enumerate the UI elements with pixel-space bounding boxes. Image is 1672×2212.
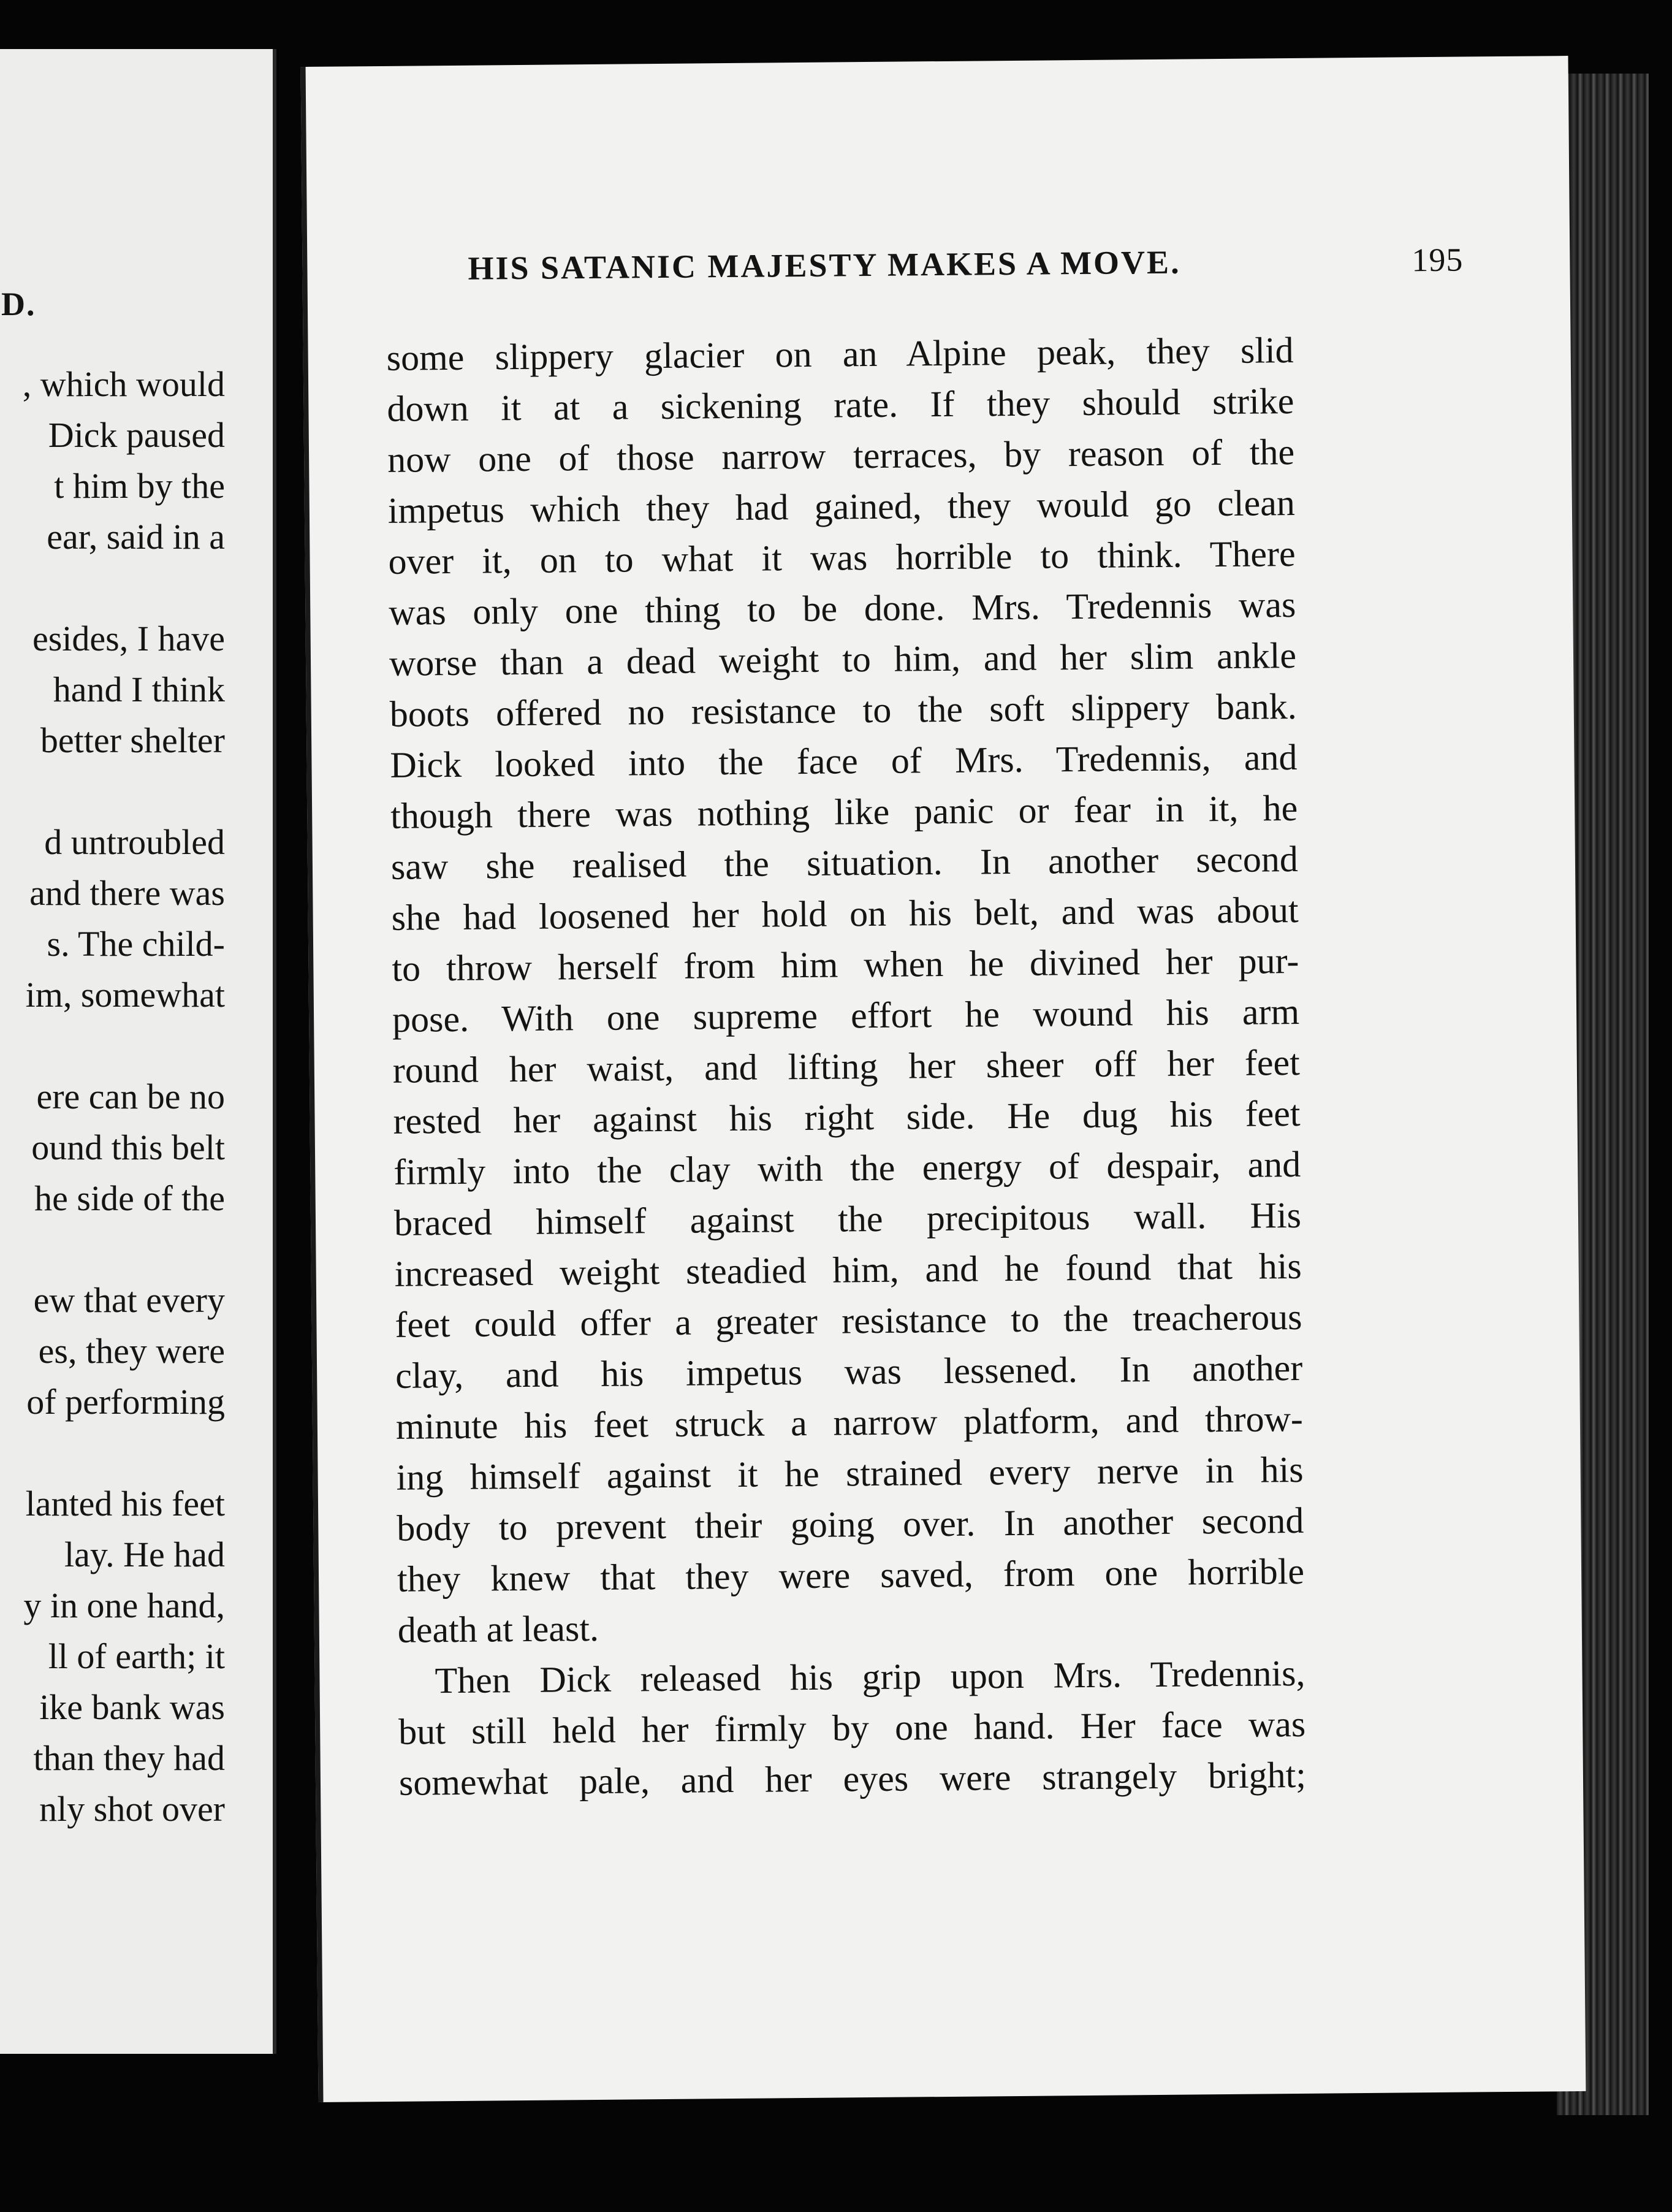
text-line: impetus which they had gained, they would go clean (387, 482, 1296, 531)
right-book-page (301, 56, 1586, 2102)
left-text-line: ound this belt (31, 1127, 225, 1167)
text-line: now one of those narrow terraces, by reason of the (387, 431, 1295, 480)
text-line: pose. With one supreme effort he wound his arm (392, 991, 1300, 1040)
paragraph (398, 1648, 1306, 1809)
text-line: saw she realised the situation. In another second (390, 838, 1299, 887)
left-text-line: than they had (33, 1738, 225, 1778)
left-page-text (0, 359, 225, 1834)
text-line: clay, and his impetus was lessened. In another (395, 1347, 1303, 1396)
page-number: 195 (1412, 241, 1464, 279)
left-text-line: ll of earth; it (48, 1636, 225, 1676)
left-text-line (0, 562, 225, 613)
left-text-line: y in one hand, (23, 1585, 225, 1625)
left-text-line: , which would (22, 364, 225, 404)
left-text-line: esides, I have (32, 619, 225, 658)
left-facing-page (0, 49, 276, 2054)
text-line: increased weight steadied him, and he found that his (394, 1245, 1302, 1294)
left-text-line: lay. He had (64, 1535, 225, 1574)
left-text-line: ear, said in a (47, 517, 225, 557)
text-line: minute his feet struck a narrow platform, and throw- (395, 1398, 1304, 1447)
text-line: they knew that they were saved, from one horrible (397, 1550, 1305, 1600)
text-line: she had loosened her hold on his belt, and was about (391, 889, 1299, 938)
text-line: worse than a dead weight to him, and her slim ankle (389, 635, 1297, 684)
left-text-line: nly shot over (39, 1789, 225, 1829)
text-line: Dick looked into the face of Mrs. Tredennis, and (390, 736, 1298, 785)
text-line: braced himself against the precipitous wall. His (393, 1194, 1302, 1243)
left-text-line: and there was (29, 873, 225, 913)
page-body-text (386, 325, 1306, 1809)
text-line: some slippery glacier on an Alpine peak, they slid (386, 329, 1294, 378)
paragraph (386, 325, 1305, 1656)
left-text-line: of performing (26, 1382, 225, 1422)
left-text-line (0, 1427, 225, 1478)
left-text-line: ew that every (33, 1280, 225, 1320)
left-text-line: s. The child- (47, 924, 225, 964)
left-text-line: im, somewhat (25, 975, 225, 1015)
text-line: down it at a sickening rate. If they should strike (387, 380, 1294, 429)
left-text-line: better shelter (40, 720, 225, 760)
text-line: Then Dick released his grip upon Mrs. Tredennis, (435, 1652, 1305, 1701)
text-line: was only one thing to be done. Mrs. Tredennis was (389, 584, 1296, 633)
left-text-line: lanted his feet (25, 1484, 225, 1524)
left-text-line: he side of the (34, 1178, 225, 1218)
left-text-line: t him by the (54, 466, 225, 506)
page-header (468, 239, 1620, 287)
text-line: ing himself against it he strained every nerve in his (396, 1449, 1304, 1498)
left-text-line: ere can be no (36, 1077, 225, 1116)
text-line: death at least. (397, 1608, 599, 1650)
left-text-line: ike bank was (39, 1687, 225, 1727)
running-head: HIS SATANIC MAJESTY MAKES A MOVE. (468, 243, 1181, 287)
left-text-line (0, 1224, 225, 1275)
left-text-line: Dick paused (48, 415, 225, 455)
left-text-line: hand I think (53, 669, 225, 709)
text-line: rested her against his right side. He dug his feet (393, 1093, 1301, 1142)
text-line: but still held her firmly by one hand. Her face was (398, 1703, 1306, 1752)
left-running-head: D. (1, 286, 36, 322)
text-line: somewhat pale, and her eyes were strangely bright; (398, 1754, 1307, 1803)
text-line: firmly into the clay with the energy of despair, and (393, 1143, 1301, 1192)
text-line: though there was nothing like panic or fear in it, he (390, 787, 1298, 836)
text-line: feet could offer a greater resistance to the treacherous (395, 1296, 1302, 1345)
left-text-line (0, 766, 225, 817)
left-text-line (0, 1020, 225, 1071)
text-line: to throw herself from him when he divined her pur- (392, 940, 1299, 989)
text-line: body to prevent their going over. In another second (397, 1500, 1304, 1549)
text-line: over it, on to what it was horrible to think. There (388, 533, 1296, 582)
left-text-line: es, they were (38, 1331, 225, 1371)
text-line: boots offered no resistance to the soft slippery bank. (389, 685, 1298, 734)
text-line: round her waist, and lifting her sheer off her feet (392, 1042, 1301, 1091)
left-text-line: d untroubled (44, 822, 225, 862)
